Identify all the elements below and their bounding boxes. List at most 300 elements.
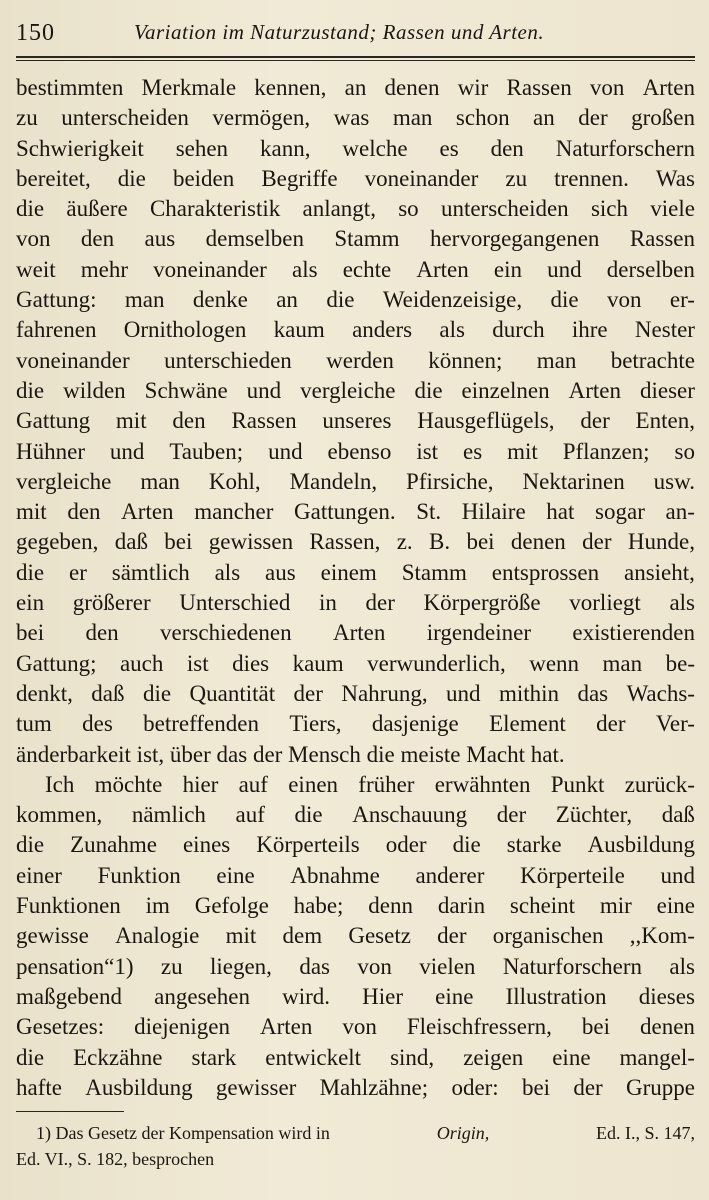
word: Hilaire — [461, 499, 526, 525]
text-line — [16, 982, 695, 1012]
word: als — [214, 559, 241, 585]
word: es — [462, 438, 483, 464]
word: stark — [191, 1044, 237, 1070]
word: von — [342, 1014, 377, 1040]
word: mithin — [498, 680, 560, 706]
text-line — [16, 952, 695, 982]
text-line — [16, 679, 695, 709]
word: St. — [416, 499, 442, 525]
word: Hunde, — [627, 529, 695, 555]
word: hafte — [16, 1074, 62, 1100]
word: Arten — [568, 377, 621, 403]
text-line — [16, 527, 695, 557]
word: so — [674, 438, 695, 464]
text-line — [16, 134, 695, 164]
footnote-italic-title: Origin, — [436, 1123, 490, 1144]
word: sämtlich — [111, 559, 190, 585]
text-line — [16, 497, 695, 527]
text-line — [16, 830, 695, 860]
word: Arten — [121, 499, 174, 525]
word: die — [16, 832, 45, 858]
word: hervorgegangenen — [429, 226, 600, 252]
word: denkt, — [16, 680, 73, 706]
word: existierenden — [572, 620, 695, 646]
word: einem — [320, 559, 377, 585]
word: Anschauung — [352, 802, 468, 828]
word: mit — [16, 499, 47, 525]
word: als — [669, 590, 695, 616]
word: den — [67, 499, 101, 525]
word: zu — [505, 165, 528, 191]
word: der — [496, 802, 527, 828]
word: hier — [182, 771, 219, 797]
text-line — [16, 224, 695, 254]
word: so — [398, 196, 419, 222]
word: der — [580, 408, 610, 434]
word: Gattungen. — [294, 499, 396, 525]
word: liegen, — [209, 953, 272, 979]
word: Begriffe — [261, 165, 338, 191]
word: mit — [225, 923, 257, 949]
word: kennen, — [254, 75, 327, 100]
word: Gattung — [16, 408, 91, 434]
word: durch — [492, 317, 545, 343]
word: sehen — [175, 135, 229, 161]
word: größerer — [72, 590, 151, 616]
word: es — [439, 135, 459, 161]
word: Quantität — [189, 680, 276, 706]
word: verwunderlich, — [367, 650, 506, 676]
text-line — [16, 1073, 695, 1103]
word: maßgebend — [16, 983, 123, 1009]
word: man — [536, 347, 577, 373]
word: Unterschied — [179, 590, 291, 616]
word: starke — [506, 832, 562, 858]
word: Züchter, — [555, 802, 633, 828]
word: mir — [599, 893, 632, 919]
word: er — [69, 559, 87, 585]
word: betreffenden — [143, 711, 259, 737]
word: entsprossen — [491, 559, 600, 585]
word: ebenso — [327, 438, 392, 464]
word: schon — [455, 105, 510, 131]
text-line — [16, 376, 695, 406]
word: man — [124, 287, 165, 313]
word: und — [547, 256, 582, 282]
word: vergleiche — [300, 377, 396, 403]
word: Schwierigkeit — [16, 135, 144, 161]
word: diejenigen — [134, 1014, 230, 1040]
word: Körperteile — [520, 862, 625, 888]
word: von — [589, 75, 625, 100]
word: großen — [631, 105, 695, 131]
word: und — [109, 438, 145, 464]
word: Arten — [416, 256, 469, 282]
word: daß — [661, 802, 695, 828]
word: Eckzähne — [73, 1044, 163, 1070]
word: was — [333, 105, 370, 131]
footnote-line-2 — [16, 1146, 695, 1172]
word: eine — [216, 862, 255, 888]
word: Pfirsiche, — [406, 468, 494, 494]
word: sind, — [390, 1044, 435, 1070]
word: aus — [265, 559, 296, 585]
word: bei — [164, 529, 193, 555]
word: voneinander — [364, 165, 479, 191]
word: die — [294, 802, 323, 828]
word: im — [145, 893, 170, 919]
word: gewissen — [208, 529, 294, 555]
word: Rassen — [231, 408, 297, 434]
word: entwickelt — [265, 1044, 362, 1070]
word: unterscheiden — [61, 105, 189, 131]
word: demselben — [205, 226, 304, 252]
word: Punkt — [550, 771, 605, 797]
word: Arten — [332, 620, 386, 646]
word: früher — [358, 771, 415, 797]
footnote-rule — [16, 1111, 124, 1112]
word: Körperteils — [256, 832, 360, 858]
word: Abnahme — [290, 862, 380, 888]
word: aus — [144, 226, 176, 252]
word: der — [596, 711, 626, 737]
word: der — [437, 923, 467, 949]
word: Element — [489, 711, 566, 737]
footnote-text-start: 1) Das Gesetz der Kompensation wird in — [36, 1123, 330, 1144]
word: wilden — [63, 377, 126, 403]
text-line — [16, 1012, 695, 1042]
word: z. — [396, 529, 413, 555]
word: nämlich — [131, 802, 206, 828]
word: gegeben, — [16, 529, 99, 555]
word: kaum — [292, 650, 344, 676]
word: wir — [457, 75, 489, 100]
word: die — [326, 287, 355, 313]
word: denen — [510, 529, 566, 555]
word: und — [660, 862, 695, 888]
word: bei — [581, 1014, 610, 1040]
word: man — [602, 650, 643, 676]
word: die — [117, 165, 146, 191]
word: voneinander — [16, 347, 130, 373]
word: Stamm — [401, 559, 467, 585]
word: Enten, — [635, 408, 695, 434]
word: Ausbildung — [587, 832, 695, 858]
word: eines — [182, 832, 231, 858]
word: des — [82, 711, 113, 737]
word: zeigen — [463, 1044, 524, 1070]
word: Nektarinen — [522, 468, 625, 494]
text-line — [16, 649, 695, 679]
word: von — [606, 287, 642, 313]
word: irgendeiner — [426, 620, 531, 646]
word: pensation“1) — [16, 953, 134, 979]
word: bei — [521, 1074, 551, 1100]
text-line — [16, 73, 695, 103]
text-line — [16, 1043, 695, 1073]
word: bestimmten — [16, 75, 124, 100]
text-line — [16, 770, 695, 800]
word: usw. — [653, 468, 695, 494]
word: bei — [466, 529, 495, 555]
word: Gattung; — [16, 650, 97, 676]
footnotes — [16, 1120, 695, 1172]
word: wenn — [529, 650, 580, 676]
word: als — [439, 317, 465, 343]
word: fahrenen — [16, 317, 97, 343]
page-number: 150 — [16, 20, 55, 46]
word: einer — [16, 862, 62, 888]
word: man — [140, 468, 180, 494]
word: die — [452, 832, 481, 858]
word: organischen — [492, 923, 604, 949]
text-line — [16, 164, 695, 194]
word: denen — [384, 75, 440, 100]
word: ein — [16, 590, 45, 616]
word: auf — [238, 771, 268, 797]
word: Kohl, — [208, 468, 261, 494]
word: und — [446, 680, 481, 706]
word: in — [319, 590, 337, 616]
word: Illustration — [505, 983, 607, 1009]
word: die — [16, 559, 45, 585]
word: zu — [160, 953, 183, 979]
word: Ver- — [655, 711, 695, 737]
word: verschiedenen — [160, 620, 292, 646]
word: Funktion — [97, 862, 181, 888]
word: den — [172, 408, 206, 434]
word: Ausbildung — [85, 1074, 193, 1100]
word: oder: — [451, 1074, 499, 1100]
word: Gruppe — [625, 1074, 695, 1100]
footnote-line-1 — [16, 1120, 695, 1146]
word: Charakteristik — [149, 196, 281, 222]
word: ein — [493, 256, 522, 282]
word: unseres — [322, 408, 392, 434]
word: ansieht, — [623, 559, 695, 585]
word: daß — [91, 680, 125, 706]
word: erwähnten — [434, 771, 531, 797]
word: vermögen, — [212, 105, 311, 131]
word: Rassen — [506, 75, 572, 100]
word: von — [16, 226, 51, 252]
word: werden — [326, 347, 394, 373]
word: dasjenige — [371, 711, 459, 737]
word: hat — [546, 499, 575, 525]
word: denke — [192, 287, 248, 313]
body-text — [16, 73, 695, 1103]
word: Fleischfressern, — [406, 1014, 552, 1040]
word: Nahrung, — [341, 680, 428, 706]
word: tum — [16, 711, 52, 737]
running-head: Variation im Naturzustand; Rassen und Arten. — [134, 20, 545, 44]
text-line: änderbarkeit ist, über das der Mensch die meiste Macht hat. — [16, 741, 565, 767]
word: eine — [552, 1044, 591, 1070]
word: können; — [428, 347, 503, 373]
word: er- — [669, 287, 695, 313]
word: Arten — [259, 1014, 313, 1040]
page-header — [16, 12, 695, 48]
text-line — [16, 618, 695, 648]
word: zu — [16, 105, 38, 131]
word: mit — [507, 438, 538, 464]
word: mit — [115, 408, 147, 434]
text-line — [16, 891, 695, 921]
word: das — [577, 680, 609, 706]
word: als — [669, 953, 695, 979]
word: mangel- — [619, 1044, 695, 1070]
word: Weidenzeisige, — [382, 287, 523, 313]
word: gewisse — [16, 923, 89, 949]
word: Körpergröße — [423, 590, 541, 616]
word: trennen. — [554, 165, 629, 191]
word: Was — [655, 165, 695, 191]
word: unterschieden — [164, 347, 292, 373]
word: die — [16, 1044, 45, 1070]
word: Merkmale — [141, 75, 237, 100]
word: Rassen — [629, 226, 695, 252]
text-line — [16, 437, 695, 467]
header-rule — [16, 56, 695, 61]
text-line — [16, 921, 695, 951]
text-line — [16, 194, 695, 224]
word: daß — [114, 529, 148, 555]
text-line — [16, 315, 695, 345]
word: anders — [352, 317, 413, 343]
word: Funktionen — [16, 893, 121, 919]
word: sogar — [595, 499, 645, 525]
word: die — [142, 680, 172, 706]
text-line — [16, 709, 695, 739]
text-line — [16, 467, 695, 497]
word: weit — [16, 256, 56, 282]
word: kaum — [273, 317, 325, 343]
word: Rassen, — [309, 529, 381, 555]
word: die — [16, 196, 45, 222]
word: oder — [385, 832, 427, 858]
word: B. — [429, 529, 451, 555]
word: Tauben; — [169, 438, 244, 464]
word: an- — [665, 499, 695, 525]
word: der — [365, 590, 395, 616]
word: darin — [437, 893, 486, 919]
word: bei — [16, 620, 45, 646]
word: bereitet, — [16, 165, 91, 191]
word: eine — [435, 983, 474, 1009]
word: Gesetzes: — [16, 1014, 105, 1040]
word: unterscheiden — [440, 196, 569, 222]
word: den — [490, 135, 524, 161]
word: welche — [342, 135, 408, 161]
word: man — [392, 105, 433, 131]
word: habe; — [293, 893, 344, 919]
word: dieser — [639, 377, 695, 403]
word: einen — [288, 771, 339, 797]
word: vorliegt — [569, 590, 641, 616]
word: den — [85, 620, 119, 646]
text-line — [16, 588, 695, 618]
word: dieses — [638, 983, 695, 1009]
word: wird. — [282, 983, 331, 1009]
word: der — [573, 1074, 603, 1100]
word: beiden — [172, 165, 235, 191]
text-line — [16, 558, 695, 588]
word: angesehen — [154, 983, 250, 1009]
word: scheint — [509, 893, 576, 919]
word: Gattung: — [16, 287, 97, 313]
word: von — [357, 953, 392, 979]
word: Nester — [634, 317, 695, 343]
word: Hühner — [16, 438, 85, 464]
word: vielen — [419, 953, 476, 979]
word: auch — [119, 650, 164, 676]
word: der — [578, 105, 608, 131]
word: der — [293, 680, 323, 706]
text-line — [16, 255, 695, 285]
word: und — [268, 438, 303, 464]
word: Zunahme — [70, 832, 157, 858]
word: auf — [235, 802, 265, 828]
footnote-text-line-2: Ed. VI., S. 182, besprochen — [16, 1149, 215, 1170]
word: Tiers, — [289, 711, 342, 737]
word: an — [344, 75, 367, 100]
word: ihre — [571, 317, 608, 343]
text-line — [16, 346, 695, 376]
word: denen — [640, 1014, 695, 1040]
word: vergleiche — [16, 468, 112, 494]
word: Schwäne — [144, 377, 228, 403]
word: dem — [282, 923, 323, 949]
word: Ornithologen — [123, 317, 247, 343]
word: dies — [232, 650, 270, 676]
word: das — [299, 953, 330, 979]
word: Mandeln, — [289, 468, 378, 494]
word: sich — [590, 196, 628, 222]
word: an — [276, 287, 298, 313]
word: voneinander — [153, 256, 267, 282]
word: anderer — [415, 862, 485, 888]
text-line — [16, 406, 695, 436]
footnote-text-end: Ed. I., S. 147, — [595, 1123, 695, 1144]
word: und — [246, 377, 282, 403]
word: Analogie — [115, 923, 200, 949]
word: Stamm — [334, 226, 400, 252]
word: be- — [665, 650, 695, 676]
word: anlangt, — [302, 196, 376, 222]
word: Arten — [642, 75, 695, 100]
word: die — [550, 287, 579, 313]
word: viele — [650, 196, 695, 222]
word: gewisser — [215, 1074, 297, 1100]
text-line — [16, 103, 695, 133]
word: betrachte — [610, 347, 695, 373]
word: zurück- — [624, 771, 695, 797]
text-line — [16, 861, 695, 891]
word: der — [582, 529, 612, 555]
word: möchte — [94, 771, 163, 797]
word: echte — [342, 256, 392, 282]
word: mancher — [194, 499, 274, 525]
word: Mahlzähne; — [319, 1074, 429, 1100]
word: Gesetz — [348, 923, 411, 949]
word: Wachs- — [626, 680, 695, 706]
word: denn — [368, 893, 413, 919]
word: mehr — [80, 256, 129, 282]
word: Ich — [45, 771, 75, 797]
word: Hausgeflügels, — [417, 408, 555, 434]
word: die — [16, 377, 45, 403]
word: kommen, — [16, 802, 103, 828]
